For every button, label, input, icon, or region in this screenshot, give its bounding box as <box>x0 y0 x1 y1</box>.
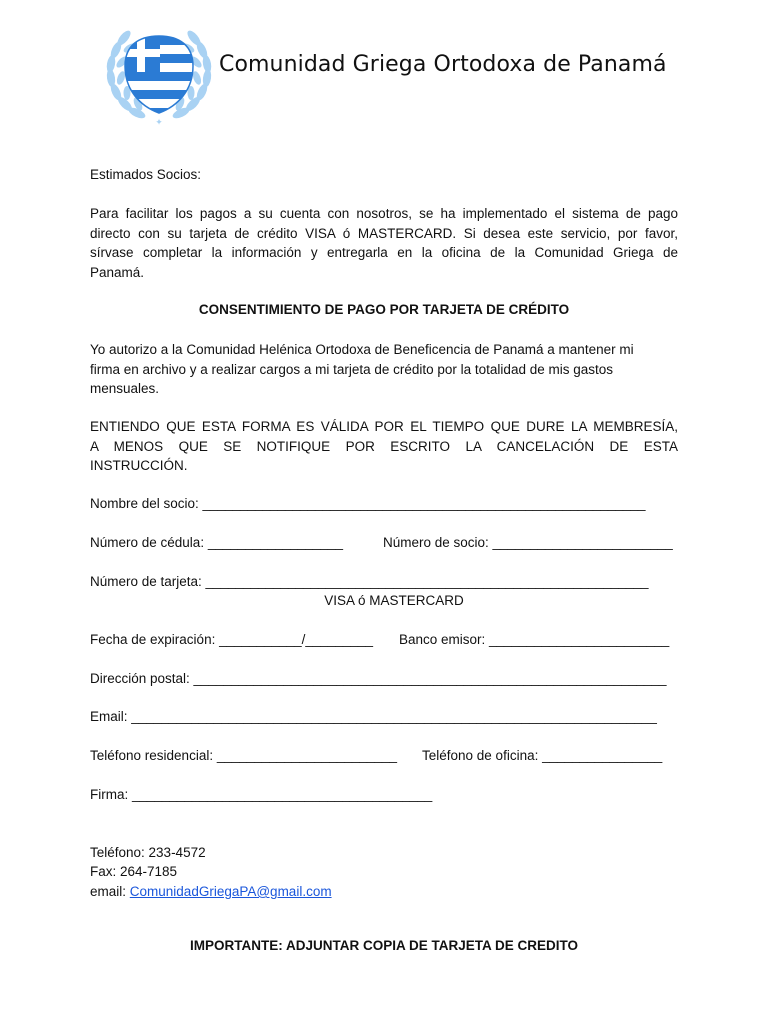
issuing-bank-field[interactable]: Banco emisor: ________________________ <box>399 632 670 647</box>
auth-line: firma en archivo y a realizar cargos a mi tarjeta de crédito por la totalidad de mis gastos <box>90 361 613 377</box>
contact-email <box>90 884 332 899</box>
validity-line: A MENOS QUE SE NOTIFIQUE POR ESCRITO LA CANCELACIÓN DE ESTA <box>90 438 678 454</box>
email-label: email: <box>90 884 127 899</box>
authorization-paragraph <box>90 340 678 399</box>
id-number-field[interactable]: Número de cédula: __________________ <box>90 535 343 550</box>
signature-field[interactable]: Firma: ________________________________________ <box>90 787 433 802</box>
office-phone-field[interactable]: Teléfono de oficina: ________________ <box>422 748 663 763</box>
greek-flag-laurel-logo <box>102 16 216 128</box>
contact-fax: Fax: 264-7185 <box>90 864 178 879</box>
consent-title: CONSENTIMIENTO DE PAGO POR TARJETA DE CRÉDITO <box>198 302 570 317</box>
home-phone-field[interactable]: Teléfono residencial: ________________________ <box>90 748 398 763</box>
greek-flag-shield <box>122 34 197 117</box>
postal-address-field[interactable]: Dirección postal: _______________________________________________________________ <box>90 671 667 686</box>
email-field[interactable]: Email: ______________________________________________________________________ <box>90 709 657 724</box>
organization-name: Comunidad Griega Ortodoxa de Panamá <box>219 52 667 77</box>
greeting: Estimados Socios: <box>90 167 202 182</box>
intro-line: sírvase completar la información y entregarla en la oficina de la Comunidad Griega de <box>90 245 678 260</box>
intro-line: Para facilitar los pagos a su cuenta con nosotros, se ha implementado el sistema de pago <box>90 206 678 221</box>
intro-line: Panamá. <box>90 264 145 280</box>
expiration-field[interactable]: Fecha de expiración: ___________/_________ <box>90 632 373 647</box>
intro-line: directo con su tarjeta de crédito VISA ó MASTERCARD. Si desea este servicio, por favor, <box>90 225 678 241</box>
validity-line: INSTRUCCIÓN. <box>90 458 188 473</box>
auth-line: Yo autorizo a la Comunidad Helénica Ortodoxa de Beneficencia de Panamá a mantener mi <box>90 342 634 357</box>
card-number-field[interactable]: Número de tarjeta: ___________________________________________________________ <box>90 574 649 589</box>
member-name-field[interactable]: Nombre del socio: ___________________________________________________________ <box>90 496 646 511</box>
auth-line: mensuales. <box>90 381 160 396</box>
email-link[interactable]: ComunidadGriegaPA@gmail.com <box>129 884 332 899</box>
card-types-label: VISA ó MASTERCARD <box>324 593 464 608</box>
important-note: IMPORTANTE: ADJUNTAR COPIA DE TARJETA DE CREDITO <box>189 938 578 953</box>
validity-line: ENTIENDO QUE ESTA FORMA ES VÁLIDA POR EL TIEMPO QUE DURE LA MEMBRESÍA, <box>90 419 678 434</box>
star-icon: ✦ <box>155 118 163 128</box>
intro-paragraph <box>90 204 678 282</box>
validity-paragraph <box>90 417 678 476</box>
contact-phone: Teléfono: 233-4572 <box>90 845 206 860</box>
member-number-field[interactable]: Número de socio: ________________________ <box>383 535 673 550</box>
